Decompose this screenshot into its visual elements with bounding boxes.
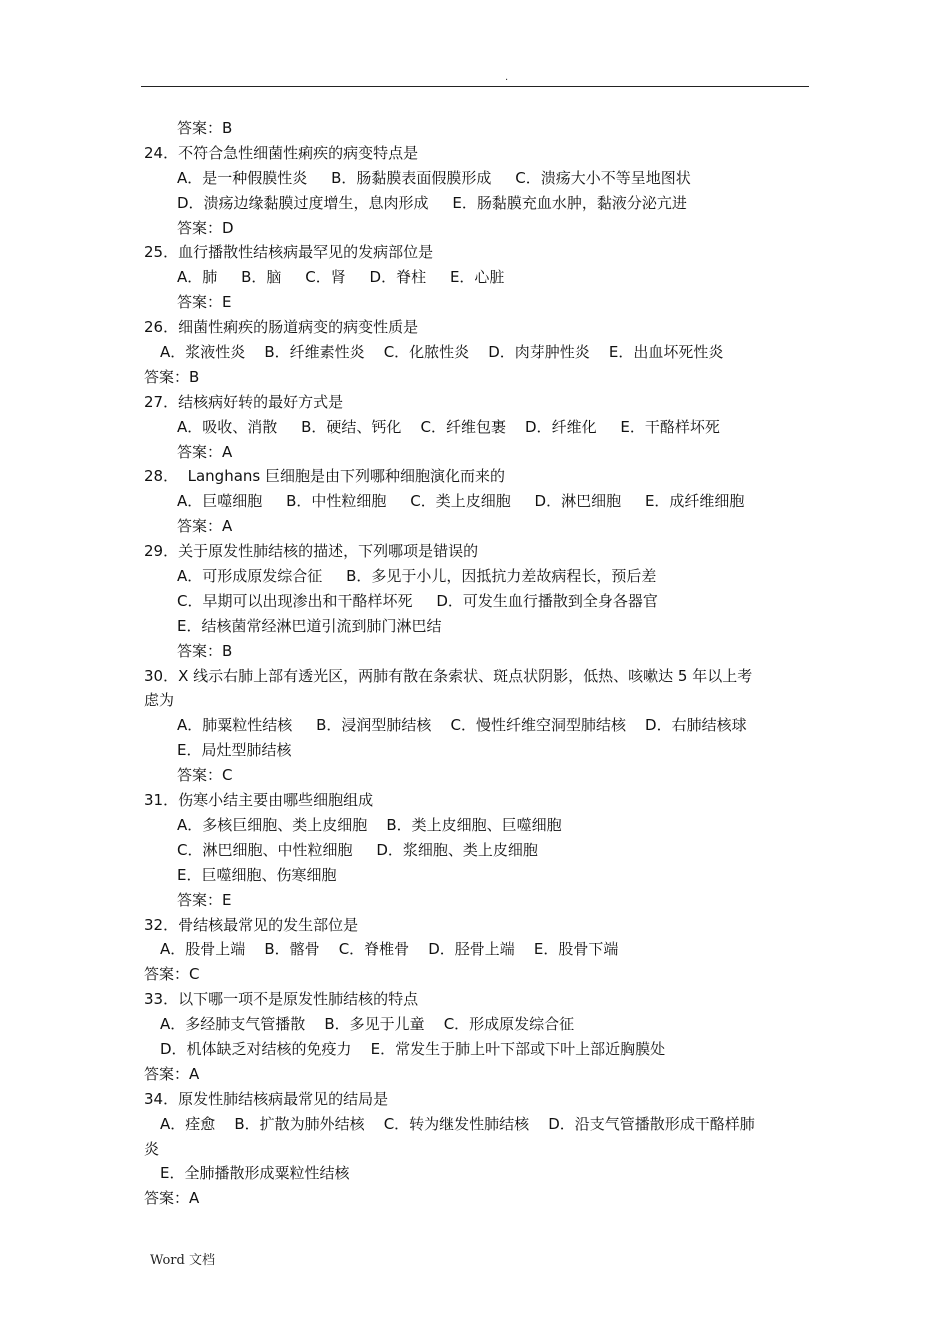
text-line: A．肺粟粒性结核 B．浸润型肺结核 C．慢性纤维空洞型肺结核 D．右肺结核球 bbox=[177, 716, 747, 735]
text-line: A．可形成原发综合征 B．多见于小儿，因抵抗力差故病程长，预后差 bbox=[177, 567, 657, 586]
text-line: A．多核巨细胞、类上皮细胞 B．类上皮细胞、巨噬细胞 bbox=[177, 815, 562, 834]
text-line: 答案：A bbox=[144, 1189, 200, 1208]
text-line: 33．以下哪一项不是原发性肺结核的特点 bbox=[144, 990, 419, 1009]
text-line: 答案：B bbox=[144, 367, 200, 386]
text-line: 34．原发性肺结核病最常见的结局是 bbox=[144, 1089, 389, 1108]
document-body bbox=[144, 116, 812, 1211]
text-line: A．多经肺支气管播散 B．多见于儿童 C．形成原发综合征 bbox=[160, 1015, 575, 1034]
text-line: 答案：A bbox=[144, 1064, 200, 1083]
text-line: A．吸收、消散 B．硬结、钙化 C．纤维包裹 D．纤维化 E．干酪样坏死 bbox=[177, 417, 720, 436]
text-line: E．全肺播散形成粟粒性结核 bbox=[160, 1164, 350, 1183]
text-line: 答案：D bbox=[177, 218, 234, 237]
text-line: 答案：C bbox=[144, 965, 200, 984]
text-line: 31．伤寒小结主要由哪些细胞组成 bbox=[144, 791, 374, 810]
text-line: E．巨噬细胞、伤寒细胞 bbox=[177, 865, 337, 884]
text-line: 答案：A bbox=[177, 442, 233, 461]
text-line: E．结核菌常经淋巴道引流到肺门淋巴结 bbox=[177, 616, 442, 635]
text-line: A．痊愈 B．扩散为肺外结核 C．转为继发性肺结核 D．沿支气管播散形成干酪样肺 bbox=[160, 1114, 755, 1133]
text-line: 25．血行播散性结核病最罕见的发病部位是 bbox=[144, 243, 434, 262]
text-line: 答案：E bbox=[177, 293, 232, 312]
text-line: 答案：B bbox=[177, 641, 233, 660]
text-line: 26．细菌性痢疾的肠道病变的病变性质是 bbox=[144, 318, 419, 337]
text-line: A．浆液性炎 B．纤维素性炎 C．化脓性炎 D．肉芽肿性炎 E．出血坏死性炎 bbox=[160, 343, 724, 362]
header-rule bbox=[141, 86, 809, 87]
text-line: 29．关于原发性肺结核的描述，下列哪项是错误的 bbox=[144, 542, 479, 561]
footer-label: Word 文档 bbox=[150, 1253, 215, 1268]
text-line: 答案：C bbox=[177, 766, 233, 785]
text-line: A．是一种假膜性炎 B．肠黏膜表面假膜形成 C．溃疡大小不等呈地图状 bbox=[177, 168, 691, 187]
text-line: 答案：E bbox=[177, 890, 232, 909]
text-line: A．巨噬细胞 B．中性粒细胞 C．类上皮细胞 D．淋巴细胞 E．成纤维细胞 bbox=[177, 492, 745, 511]
text-line: 30．X 线示右肺上部有透光区，两肺有散在条索状、斑点状阴影，低热、咳嗽达 5 年以上考 bbox=[144, 666, 753, 685]
text-line: 炎 bbox=[144, 1139, 160, 1158]
text-line: A．股骨上端 B．髂骨 C．脊椎骨 D．胫骨上端 E．股骨下端 bbox=[160, 940, 619, 959]
text-line: 24．不符合急性细菌性痢疾的病变特点是 bbox=[144, 143, 419, 162]
text-line: C．早期可以出现渗出和干酪样坏死 D．可发生血行播散到全身各器官 bbox=[177, 591, 658, 610]
text-line: C．淋巴细胞、中性粒细胞 D．浆细胞、类上皮细胞 bbox=[177, 840, 538, 859]
text-line: 答案：B bbox=[177, 119, 233, 137]
text-line: 28． Langhans 巨细胞是由下列哪种细胞演化而来的 bbox=[144, 467, 505, 486]
text-line: E．局灶型肺结核 bbox=[177, 741, 292, 760]
text-line: 32．骨结核最常见的发生部位是 bbox=[144, 915, 359, 934]
header-dot: . bbox=[505, 72, 509, 83]
text-line: 答案：A bbox=[177, 517, 233, 536]
text-line: 27．结核病好转的最好方式是 bbox=[144, 392, 344, 411]
text-line: D．机体缺乏对结核的免疫力 E．常发生于肺上叶下部或下叶上部近胸膜处 bbox=[160, 1039, 666, 1058]
text-line: A．肺 B．脑 C．肾 D．脊柱 E．心脏 bbox=[177, 268, 505, 287]
text-line: D．溃疡边缘黏膜过度增生，息肉形成 E．肠黏膜充血水肿，黏液分泌亢进 bbox=[177, 193, 687, 212]
text-line: 虑为 bbox=[144, 691, 175, 710]
